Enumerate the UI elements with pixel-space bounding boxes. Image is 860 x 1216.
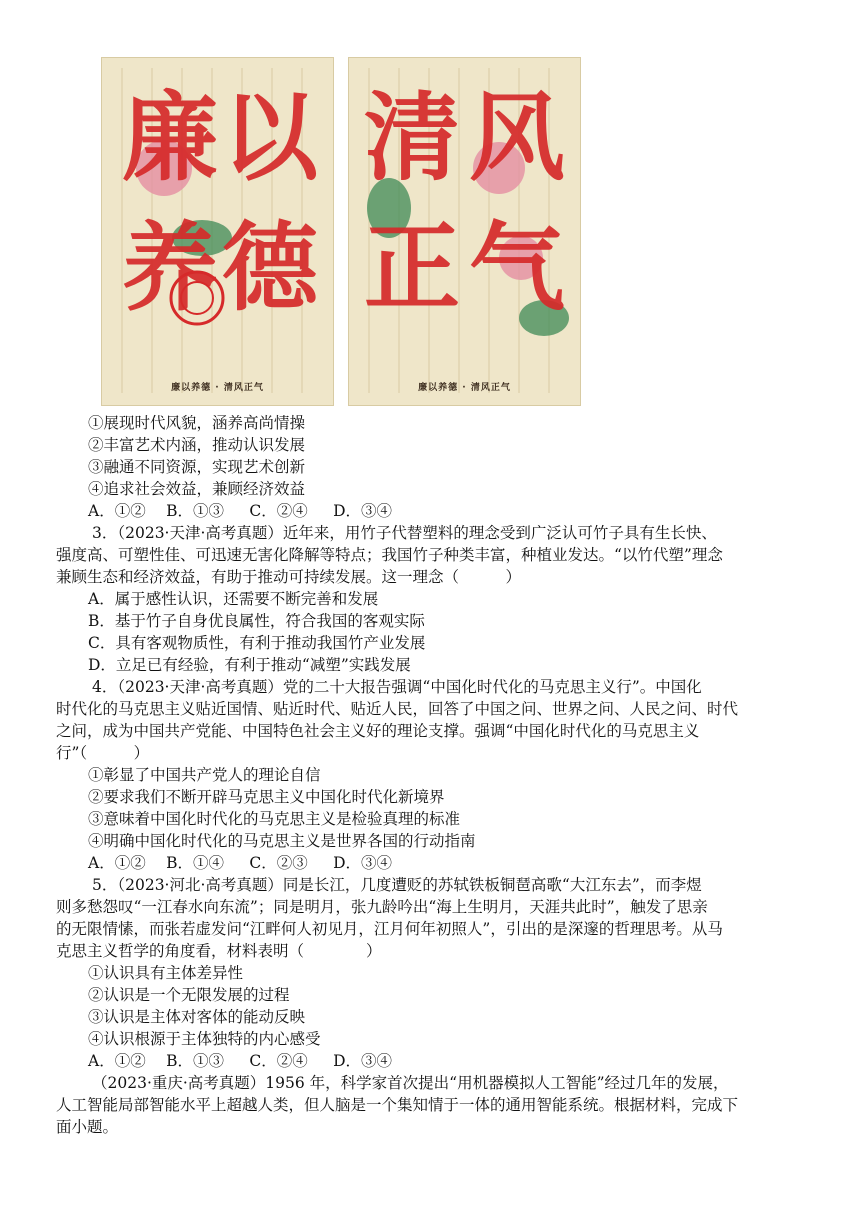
- poster-right-char-2: 风: [469, 81, 565, 194]
- poster-right: [348, 57, 581, 406]
- q3-stem-line-2: 强度高、可塑性佳、可迅速无害化降解等特点；我国竹子种类丰富，种植业发达。“以竹代塑”理念: [56, 546, 723, 564]
- q4-option-1: ①彰显了中国共产党人的理论自信: [88, 766, 321, 784]
- poster-figure: [101, 57, 581, 406]
- q3-stem-line-3: 兼顾生态和经济效益，有助于推动可持续发展。这一理念（ ）: [56, 568, 522, 586]
- q3-option-c: C．具有客观物质性，有利于推动我国竹产业发展: [88, 634, 426, 652]
- q4-stem-line-1: 4．（2023·天津·高考真题）党的二十大报告强调“中国化时代化的马克思主义行”。中国化: [92, 678, 702, 696]
- q5-option-1: ①认识具有主体差异性: [88, 964, 244, 982]
- q5-option-4: ④认识根源于主体独特的内心感受: [88, 1030, 321, 1048]
- q5-stem-line-2: 则多愁怨叹“一江春水向东流”；同是明月，张九龄吟出“海上生明月，天涯共此时”，触发了思亲: [56, 898, 708, 916]
- q4-stem-line-2: 时代化的马克思主义贴近国情、贴近时代、贴近人民，回答了中国之问、世界之问、人民之问、时代: [56, 700, 739, 718]
- q5-stem-line-3: 的无限情愫，而张若虚发问“江畔何人初见月，江月何年初照人”，引出的是深邃的哲理思考。从马: [56, 920, 723, 938]
- q3-option-b: B．基于竹子自身优良属性，符合我国的客观实际: [88, 612, 425, 630]
- q5-stem-line-1: 5．（2023·河北·高考真题）同是长江，几度遭贬的苏轼铁板铜琶高歌“大江东去”，而李煜: [92, 876, 702, 894]
- poster-right-char-4: 气: [469, 211, 565, 324]
- poster-right-char-3: 正: [364, 211, 460, 324]
- poster-left-char-3: 养: [122, 211, 218, 324]
- q2-option-3: ③融通不同资源，实现艺术创新: [88, 458, 306, 476]
- q5-option-3: ③认识是主体对客体的能动反映: [88, 1008, 306, 1026]
- q4-option-4: ④明确中国化时代化的马克思主义是世界各国的行动指南: [88, 832, 476, 850]
- q4-stem-line-4: 行”（ ）: [56, 744, 150, 762]
- q2-option-2: ②丰富艺术内涵，推动认识发展: [88, 436, 306, 454]
- poster-left-char-1: 廉: [122, 81, 218, 194]
- question-text: [56, 412, 808, 1138]
- poster-right-char-1: 清: [364, 81, 460, 194]
- poster-left: [101, 57, 334, 406]
- q6-stem-line-2: 人工智能局部智能水平上超越人类，但人脑是一个集知情于一体的通用智能系统。根据材料，完成下: [56, 1096, 739, 1114]
- q2-option-4: ④追求社会效益，兼顾经济效益: [88, 480, 306, 498]
- q3-option-a: A．属于感性认识，还需要不断完善和发展: [88, 590, 379, 608]
- q2-option-1: ①展现时代风貌，涵养高尚情操: [88, 414, 306, 432]
- q6-stem-line-1: （2023·重庆·高考真题）1956 年，科学家首次提出“用机器模拟人工智能”经过几年的发展，: [92, 1074, 729, 1092]
- poster-left-char-4: 德: [222, 211, 318, 324]
- q4-option-3: ③意味着中国化时代化的马克思主义是检验真理的标准: [88, 810, 461, 828]
- q4-option-2: ②要求我们不断开辟马克思主义中国化时代化新境界: [88, 788, 445, 806]
- q6-stem-line-3: 面小题。: [56, 1118, 119, 1136]
- poster-left-caption: 廉以养德 · 清风正气: [171, 383, 264, 393]
- q5-choices: A．①② B．①③ C．②④ D．③④: [88, 1052, 393, 1070]
- poster-right-caption: 廉以养德 · 清风正气: [418, 383, 511, 393]
- q4-stem-line-3: 之问，成为中国共产党能、中国特色社会主义好的理论支撑。强调“中国化时代化的马克思主义: [56, 722, 700, 740]
- q2-choices: A．①② B．①③ C．②④ D．③④: [88, 502, 393, 520]
- q5-option-2: ②认识是一个无限发展的过程: [88, 986, 290, 1004]
- q3-option-d: D．立足已有经验，有利于推动“减塑”实践发展: [88, 656, 411, 674]
- q3-stem-line-1: 3．（2023·天津·高考真题）近年来，用竹子代替塑料的理念受到广泛认可竹子具有生长快、: [92, 524, 717, 542]
- q5-stem-line-4: 克思主义哲学的角度看，材料表明（ ）: [56, 942, 382, 960]
- q4-choices: A．①② B．①④ C．②③ D．③④: [88, 854, 393, 872]
- poster-left-char-2: 以: [222, 81, 318, 194]
